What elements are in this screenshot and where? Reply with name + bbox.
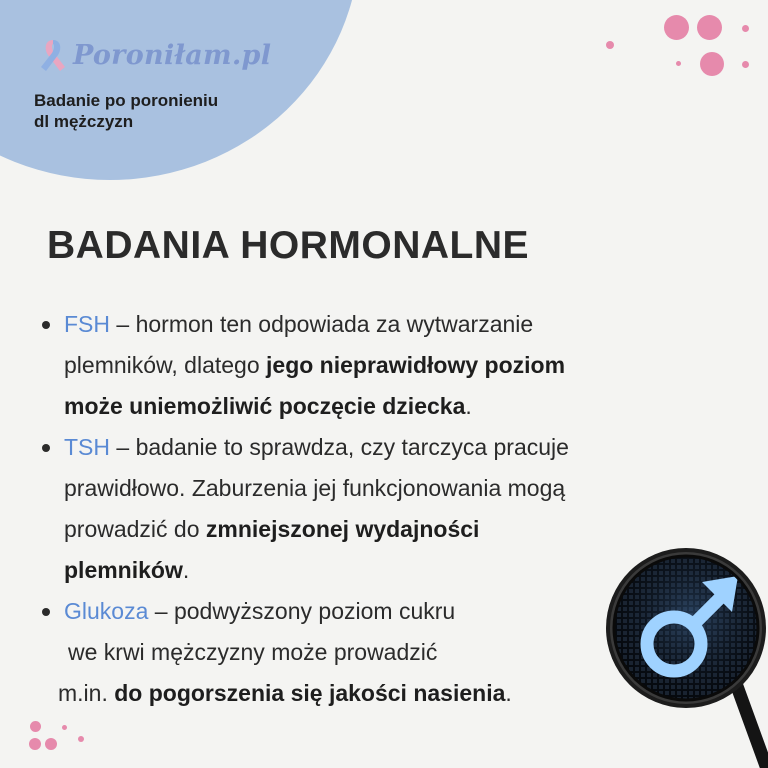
- item-line: [64, 509, 690, 550]
- decor-dot: [30, 721, 41, 732]
- item-text: .: [465, 393, 472, 419]
- decor-dot: [45, 738, 57, 750]
- decor-dot: [700, 52, 724, 76]
- decor-dot: [606, 41, 614, 49]
- logo-text: Poroniłam.pl: [73, 39, 272, 71]
- item-line: [64, 427, 690, 468]
- item-line: [64, 550, 690, 591]
- hormone-list: [40, 304, 690, 714]
- decor-dot: [29, 738, 41, 750]
- subtitle-line: Badanie po poronieniu: [34, 91, 219, 110]
- item-text: m.in.: [58, 680, 115, 706]
- item-text: .: [182, 557, 190, 583]
- decor-dot: [742, 25, 749, 32]
- item-emphasis: plemników: [64, 557, 183, 583]
- item-line: [64, 304, 690, 345]
- item-text: .: [505, 680, 512, 706]
- magnifier-male-symbol-icon: [598, 540, 768, 768]
- item-emphasis: jego nieprawidłowy poziom: [266, 352, 566, 378]
- header-subtitle: [34, 90, 294, 132]
- list-item-glukoza: [40, 591, 690, 714]
- page-title: BADANIA HORMONALNE: [47, 224, 530, 267]
- item-line: [58, 673, 690, 714]
- item-text: – hormon ten odpowiada za wytwarzanie: [110, 311, 534, 337]
- list-item-fsh: [40, 304, 690, 427]
- item-text: – badanie to sprawdza, czy tarczyca pracuje: [110, 434, 569, 460]
- item-text: plemników, dlatego: [64, 352, 267, 378]
- decor-dot: [697, 15, 722, 40]
- item-emphasis: może uniemożliwić poczęcie dziecka: [64, 393, 466, 419]
- item-emphasis: do pogorszenia się jakości nasienia: [114, 680, 506, 706]
- item-text: – podwyższony poziom cukru: [148, 598, 456, 624]
- item-line: prawidłowo. Zaburzenia jej funkcjonowania mogą: [64, 475, 566, 501]
- decor-dot: [78, 736, 84, 742]
- item-line: [64, 591, 690, 632]
- awareness-ribbon-icon: [36, 36, 70, 74]
- item-line: [64, 386, 690, 427]
- item-term: TSH: [64, 434, 110, 460]
- subtitle-line: dl mężczyzn: [34, 112, 134, 131]
- item-emphasis: zmniejszonej wydajności: [205, 516, 480, 542]
- item-text: prowadzić do: [64, 516, 206, 542]
- decor-dot: [742, 61, 749, 68]
- item-line: [64, 345, 690, 386]
- decor-dot: [664, 15, 689, 40]
- item-term: FSH: [64, 311, 110, 337]
- decor-dot: [676, 61, 681, 66]
- logo: [36, 36, 271, 74]
- item-line: we krwi mężczyzny może prowadzić: [68, 639, 438, 665]
- decor-dot: [62, 725, 67, 730]
- item-term: Glukoza: [64, 598, 149, 624]
- list-item-tsh: [40, 427, 690, 591]
